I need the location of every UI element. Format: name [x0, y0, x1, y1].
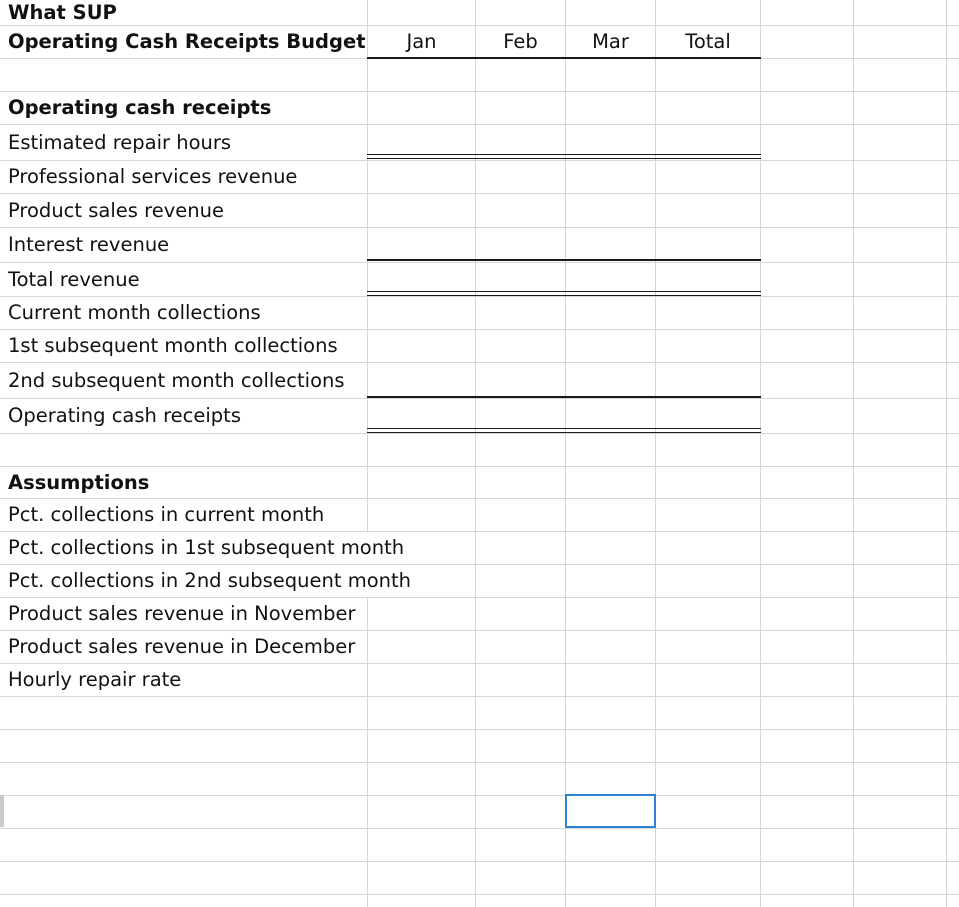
gridline [0, 894, 959, 895]
column-header-total[interactable]: Total [685, 30, 731, 53]
double-underline-top [367, 291, 761, 292]
budget-title[interactable]: Operating Cash Receipts Budget [6, 26, 366, 58]
gridline [0, 795, 959, 796]
assumption-pct-1st-subsequent[interactable]: Pct. collections in 1st subsequent month [6, 532, 409, 564]
double-underline-top [367, 154, 761, 155]
double-underline-top [367, 428, 761, 429]
row-label-current-month-collections[interactable]: Current month collections [6, 297, 366, 329]
gridline [760, 0, 761, 907]
gridline [0, 861, 959, 862]
section-assumptions[interactable]: Assumptions [6, 467, 366, 498]
subtotal-underline [367, 396, 761, 398]
gridline [565, 0, 566, 907]
row-label-professional-services-revenue[interactable]: Professional services revenue [6, 161, 366, 193]
row-label-1st-subsequent-collections[interactable]: 1st subsequent month collections [6, 330, 366, 362]
company-name[interactable]: What SUP [6, 0, 366, 25]
gridline [0, 124, 959, 125]
double-underline-bottom [367, 295, 761, 296]
header-underline [367, 57, 761, 59]
row-marker [0, 795, 4, 827]
column-header-mar[interactable]: Mar [592, 30, 629, 53]
assumption-november-sales[interactable]: Product sales revenue in November [6, 598, 366, 630]
gridline [0, 729, 959, 730]
column-header-jan[interactable]: Jan [406, 30, 437, 53]
row-label-total-revenue[interactable]: Total revenue [6, 263, 366, 296]
gridline [0, 762, 959, 763]
gridline [367, 0, 368, 907]
double-underline-bottom [367, 432, 761, 433]
row-label-2nd-subsequent-collections[interactable]: 2nd subsequent month collections [6, 363, 366, 398]
section-operating-cash-receipts[interactable]: Operating cash receipts [6, 92, 366, 124]
assumption-pct-current-month[interactable]: Pct. collections in current month [6, 499, 366, 531]
gridline [0, 696, 959, 697]
column-header-feb[interactable]: Feb [503, 30, 538, 53]
row-label-estimated-repair-hours[interactable]: Estimated repair hours [6, 126, 366, 159]
double-underline-bottom [367, 158, 761, 159]
row-label-product-sales-revenue[interactable]: Product sales revenue [6, 194, 366, 227]
assumption-december-sales[interactable]: Product sales revenue in December [6, 631, 366, 663]
gridline [946, 0, 947, 907]
assumption-hourly-repair-rate[interactable]: Hourly repair rate [6, 664, 366, 696]
row-label-interest-revenue[interactable]: Interest revenue [6, 228, 366, 262]
row-label-operating-cash-receipts[interactable]: Operating cash receipts [6, 399, 366, 433]
assumption-pct-2nd-subsequent[interactable]: Pct. collections in 2nd subsequent month [6, 565, 414, 597]
gridline [853, 0, 854, 907]
selected-cell[interactable] [565, 794, 656, 828]
gridline [475, 0, 476, 907]
gridline [0, 828, 959, 829]
gridline [0, 433, 959, 434]
subtotal-underline [367, 259, 761, 261]
gridline [655, 0, 656, 907]
